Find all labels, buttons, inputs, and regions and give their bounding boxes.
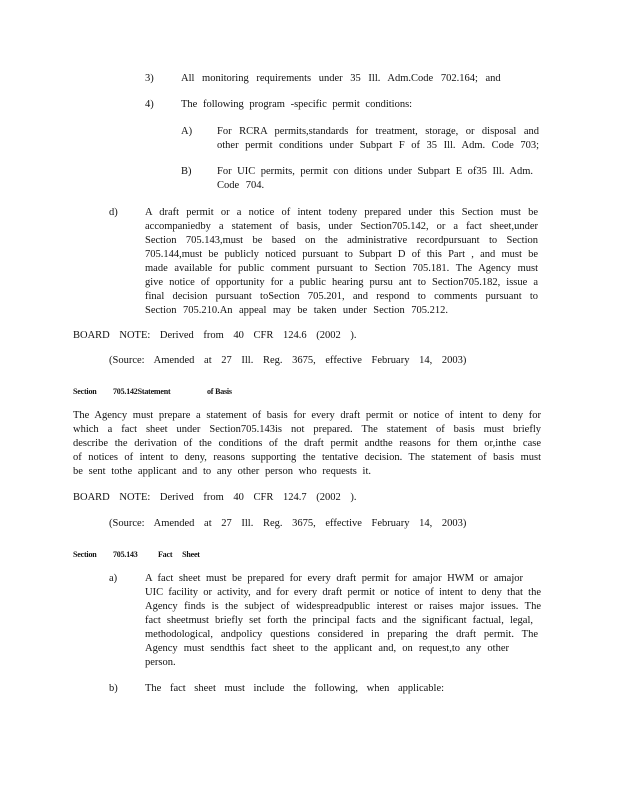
item-a-line-4: fact sheetmust briefly set forth the principal facts and the significant factual, legal,	[145, 615, 533, 626]
item-a-line-3: Agency finds is the subject of widespreadpublic interest or raises major issues. The	[145, 601, 541, 612]
section-142-number-title: 705.142Statement	[113, 387, 171, 396]
sub-a-line-2: other permit conditions under Subpart F of 35 Ill. Adm. Code 703;	[217, 140, 539, 151]
item-d-label: d)	[109, 207, 118, 218]
item-a-line-6: Agency must sendthis fact sheet to the applicant and, on request,to any other	[145, 643, 509, 654]
sub-a-line-1: For RCRA permits,standards for treatment, storage, or disposal and	[217, 126, 539, 137]
section-143-item-a-label: a)	[109, 573, 118, 584]
item-d-text	[145, 206, 538, 318]
item-4-text: The following program -specific permit conditions:	[181, 99, 413, 110]
section-142-line-1: The Agency must prepare a statement of basis for every draft permit or notice of intent to deny for	[73, 410, 541, 421]
sub-b-line-1: For UIC permits, permit con ditions under Subpart E of35 Ill. Adm.	[217, 166, 533, 177]
item-3-text: All monitoring requirements under 35 Ill. Adm.Code 702.164; and	[181, 73, 501, 84]
item-a-line-2: UIC facility or activity, and for every draft permit or notice of intent to deny that the	[145, 587, 541, 598]
section-142-line-3: describe the derivation of the conditions of the draft permit andthe reasons for them or,inthe case	[73, 438, 541, 449]
source-note-1: (Source: Amended at 27 Ill. Reg. 3675, effective February 14, 2003)	[109, 355, 467, 366]
item-d-line-7: final decision pursuant toSection 705.201, and respond to comments pursuant to	[145, 291, 538, 302]
sub-a-label: A)	[181, 126, 193, 137]
section-142-line-2: which a fact sheet under Section705.143is not prepared. The statement of basis must briefly	[73, 424, 541, 435]
section-143-item-a-text	[145, 572, 541, 670]
sub-b-text	[217, 165, 533, 193]
section-142-heading	[73, 385, 232, 399]
section-143-title: Fact Sheet	[158, 550, 200, 559]
item-d-line-1: A draft permit or a notice of intent todeny prepared under this Section must be	[145, 207, 538, 218]
item-d-line-6: give notice of opportunity for a public hearing pursu ant to Section705.182, issue a	[145, 277, 538, 288]
sub-a-text	[217, 125, 539, 153]
item-a-line-1: A fact sheet must be prepared for every draft permit for amajor HWM or amajor	[145, 573, 523, 584]
section-142-title-rest: of Basis	[207, 387, 232, 396]
board-note-1: BOARD NOTE: Derived from 40 CFR 124.6 (2002 ).	[73, 330, 357, 341]
item-d-line-5: made available for public comment pursuant to Section 705.181. The Agency must	[145, 263, 538, 274]
item-4-label: 4)	[145, 99, 154, 110]
section-143-number: 705.143	[113, 550, 138, 559]
section-142-body	[73, 409, 541, 479]
item-d-line-8: Section 705.210.An appeal may be taken under Section 705.212.	[145, 305, 448, 316]
item-a-line-5: methodological, andpolicy questions considered in preparing the draft permit. The	[145, 629, 538, 640]
item-d-line-2: accompaniedby a statement of basis, under Section705.142, or a fact sheet,under	[145, 221, 538, 232]
section-142-word: Section	[73, 387, 97, 396]
section-143-item-b-label: b)	[109, 683, 118, 694]
item-d-line-4: 705.144,must be publicly noticed pursuant to Subpart D of this Part , and must be	[145, 249, 538, 260]
sub-b-label: B)	[181, 166, 192, 177]
section-142-line-5: be sent tothe applicant and to any other person who requests it.	[73, 466, 371, 477]
section-143-word: Section	[73, 550, 97, 559]
board-note-2: BOARD NOTE: Derived from 40 CFR 124.7 (2002 ).	[73, 492, 357, 503]
item-d-line-3: Section 705.143,must be based on the administrative recordpursuant to Section	[145, 235, 538, 246]
source-note-2: (Source: Amended at 27 Ill. Reg. 3675, effective February 14, 2003)	[109, 518, 467, 529]
item-a-line-7: person.	[145, 657, 176, 668]
section-143-item-b-text: The fact sheet must include the following, when applicable:	[145, 683, 445, 694]
section-143-heading	[73, 548, 200, 562]
item-3-label: 3)	[145, 73, 154, 84]
section-142-line-4: of notices of intent to deny, reasons supporting the tentative decision. The statement of basis must	[73, 452, 541, 463]
sub-b-line-2: Code 704.	[217, 180, 265, 191]
